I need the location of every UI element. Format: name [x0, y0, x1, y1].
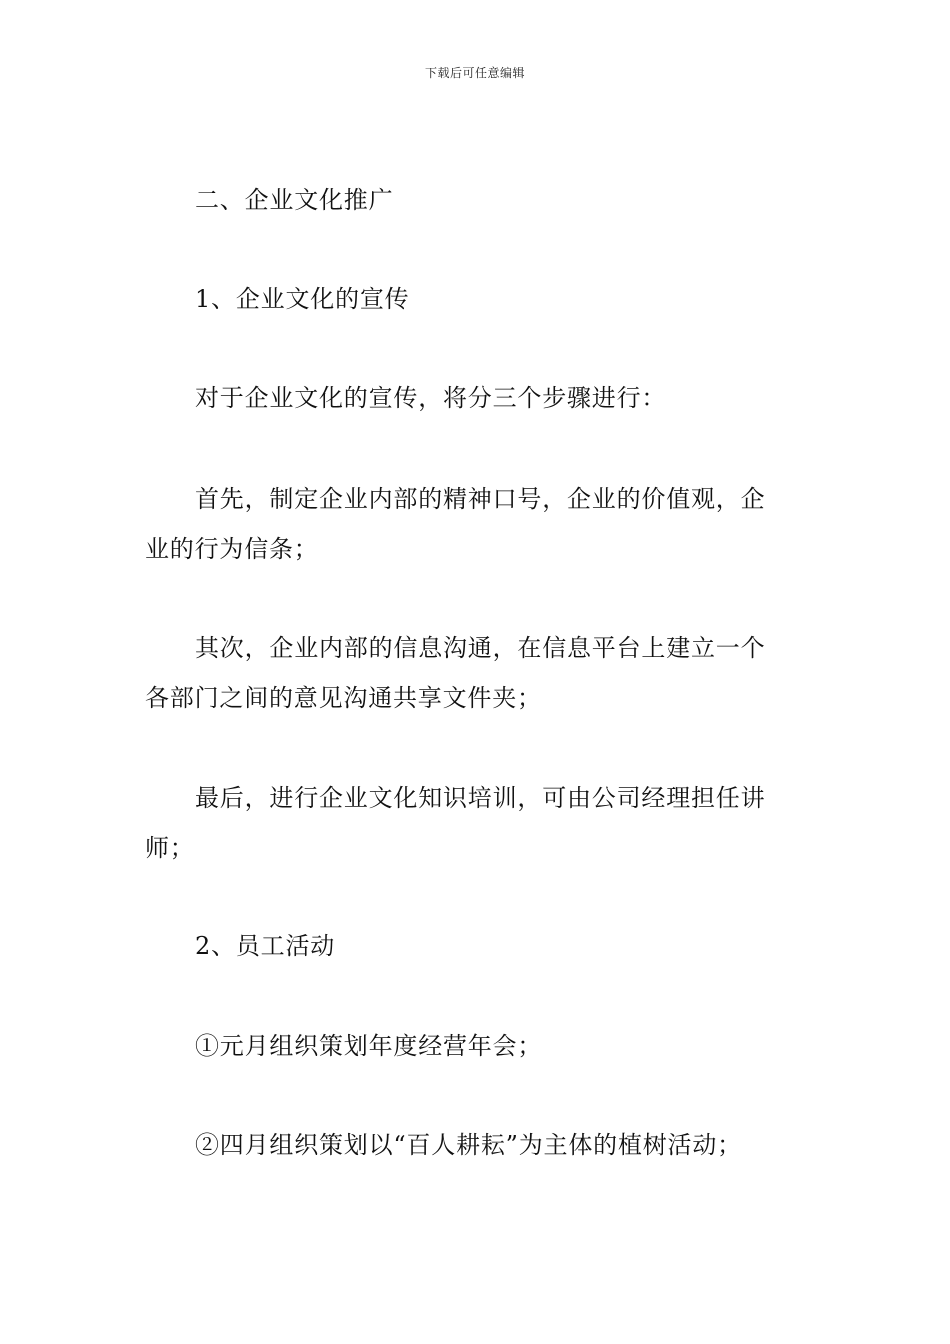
- activity-item-2: ②四月组织策划以“百人耕耘”为主体的植树活动；: [195, 1131, 742, 1159]
- activity-item-1: ①元月组织策划年度经营年会；: [195, 1032, 543, 1060]
- page-header: 下载后可任意编辑: [424, 66, 525, 80]
- paragraph-last-line-1: 最后，进行企业文化知识培训，可由公司经理担任讲: [195, 784, 766, 812]
- paragraph-second-line-2: 各部门之间的意见沟通共享文件夹；: [145, 684, 542, 712]
- paragraph-last-line-2: 师；: [145, 834, 195, 862]
- paragraph-first-line-1: 首先，制定企业内部的精神口号，企业的价值观，企: [195, 485, 766, 513]
- subsection-title-publicity: 1、企业文化的宣传: [195, 285, 410, 313]
- paragraph-first-line-2: 业的行为信条；: [145, 535, 319, 563]
- subsection-title-activities: 2、员工活动: [195, 932, 336, 960]
- paragraph-second-line-1: 其次，企业内部的信息沟通，在信息平台上建立一个: [195, 634, 766, 662]
- section-title: 二、企业文化推广: [195, 186, 394, 214]
- paragraph-intro: 对于企业文化的宣传，将分三个步骤进行：: [195, 384, 667, 412]
